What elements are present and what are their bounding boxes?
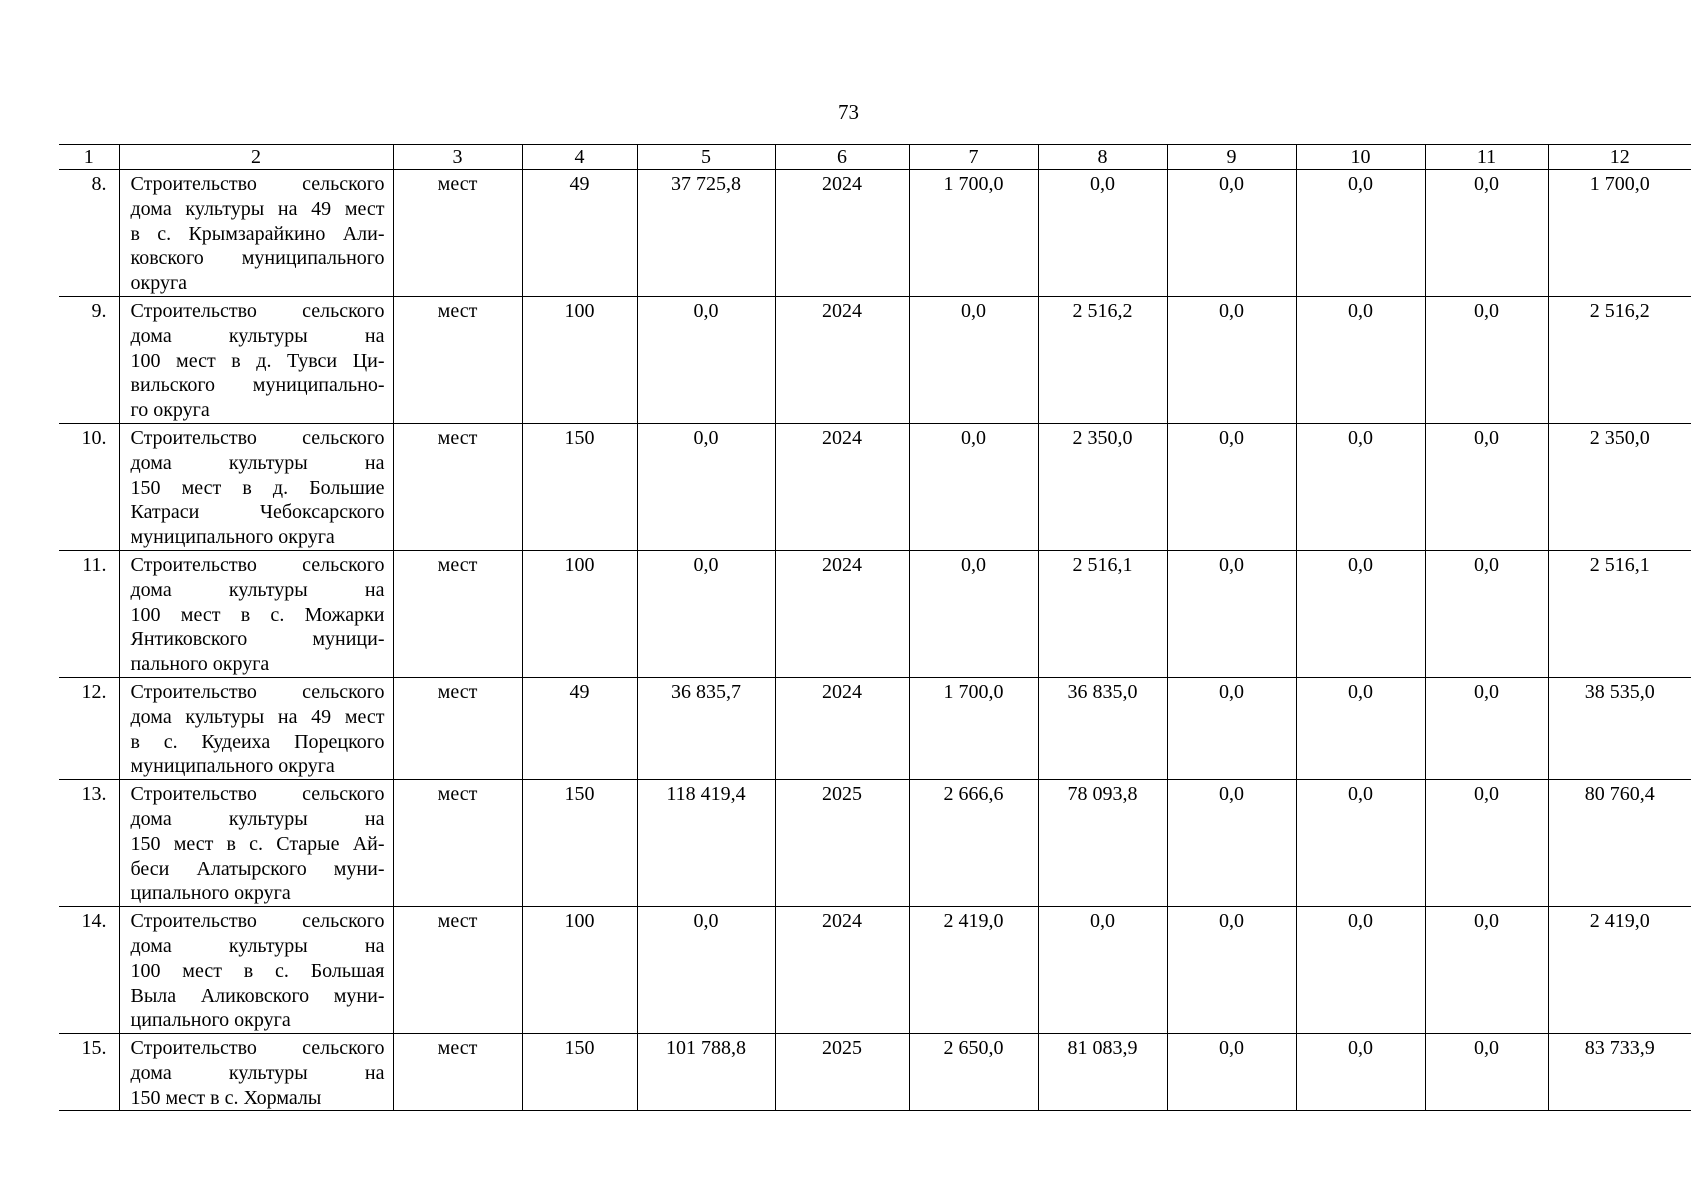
object-name-line: дома культуры на	[130, 324, 385, 347]
value-cell-11: 0,0	[1425, 907, 1548, 1034]
object-name-line: дома культуры на 49 мест	[130, 197, 385, 220]
object-name	[119, 170, 393, 297]
unit-cell: мест	[393, 907, 522, 1034]
value-cell-9: 0,0	[1167, 780, 1296, 907]
value-cell-8: 36 835,0	[1038, 677, 1167, 779]
table-row	[59, 677, 1691, 779]
value-cell-12: 2 516,2	[1548, 296, 1691, 423]
row-number: 10.	[59, 423, 119, 550]
object-name-line: го округа	[130, 399, 210, 422]
table-row	[59, 423, 1691, 550]
value-cell-8: 2 350,0	[1038, 423, 1167, 550]
value-cell-12: 2 350,0	[1548, 423, 1691, 550]
object-name-line: 100 мест в с. Большая	[130, 959, 385, 982]
value-cell-7: 1 700,0	[909, 170, 1038, 297]
object-name-line: ковского муниципального	[130, 247, 385, 270]
page-number: 73	[838, 100, 859, 124]
capacity-cell: 150	[522, 423, 637, 550]
value-cell-11: 0,0	[1425, 1034, 1548, 1111]
object-name-line: дома культуры на	[130, 451, 385, 474]
object-name-line: Выла Аликовского муни-	[130, 984, 385, 1007]
object-name-line: Строительство сельского	[130, 426, 385, 449]
column-header-4: 4	[522, 145, 637, 170]
object-name-line: 150 мест в д. Большие	[130, 476, 385, 499]
column-header-9: 9	[1167, 145, 1296, 170]
value-cell-11: 0,0	[1425, 677, 1548, 779]
table-row	[59, 780, 1691, 907]
object-name	[119, 296, 393, 423]
value-cell-9: 0,0	[1167, 423, 1296, 550]
unit-cell: мест	[393, 780, 522, 907]
table-row	[59, 170, 1691, 297]
row-number: 9.	[59, 296, 119, 423]
value-cell-9: 0,0	[1167, 296, 1296, 423]
object-name-line: Строительство сельского	[130, 553, 385, 576]
row-number: 8.	[59, 170, 119, 297]
unit-cell: мест	[393, 423, 522, 550]
value-cell-7: 2 650,0	[909, 1034, 1038, 1111]
value-cell-12: 83 733,9	[1548, 1034, 1691, 1111]
year-cell: 2024	[775, 296, 909, 423]
value-cell-10: 0,0	[1296, 296, 1425, 423]
value-cell-8: 2 516,1	[1038, 550, 1167, 677]
object-name-line: 150 мест в с. Старые Ай-	[130, 832, 385, 855]
object-name-line: Строительство сельского	[130, 173, 385, 195]
object-name	[119, 423, 393, 550]
value-cell-7: 2 666,6	[909, 780, 1038, 907]
value-cell-7: 2 419,0	[909, 907, 1038, 1034]
table-body	[59, 170, 1691, 1111]
year-cell: 2025	[775, 1034, 909, 1111]
object-name-line: Янтиковского муници-	[130, 628, 385, 651]
row-number: 15.	[59, 1034, 119, 1111]
year-cell: 2025	[775, 780, 909, 907]
estimated-cost-cell: 118 419,4	[637, 780, 775, 907]
value-cell-7: 0,0	[909, 550, 1038, 677]
value-cell-11: 0,0	[1425, 170, 1548, 297]
column-header-8: 8	[1038, 145, 1167, 170]
column-header-12: 12	[1548, 145, 1691, 170]
estimated-cost-cell: 0,0	[637, 550, 775, 677]
object-name-line: вильского муниципально-	[130, 374, 385, 397]
object-name	[119, 677, 393, 779]
object-name-line: округа	[130, 272, 188, 295]
estimated-cost-cell: 101 788,8	[637, 1034, 775, 1111]
unit-cell: мест	[393, 677, 522, 779]
capacity-cell: 100	[522, 550, 637, 677]
value-cell-9: 0,0	[1167, 1034, 1296, 1111]
value-cell-7: 1 700,0	[909, 677, 1038, 779]
row-number: 14.	[59, 907, 119, 1034]
value-cell-12: 38 535,0	[1548, 677, 1691, 779]
value-cell-10: 0,0	[1296, 677, 1425, 779]
value-cell-10: 0,0	[1296, 907, 1425, 1034]
object-name-line: Строительство сельского	[130, 910, 385, 933]
estimated-cost-cell: 36 835,7	[637, 677, 775, 779]
object-name	[119, 550, 393, 677]
row-number: 11.	[59, 550, 119, 677]
year-cell: 2024	[775, 677, 909, 779]
value-cell-9: 0,0	[1167, 677, 1296, 779]
year-cell: 2024	[775, 423, 909, 550]
value-cell-11: 0,0	[1425, 550, 1548, 677]
object-name-line: Строительство сельского	[130, 680, 385, 703]
value-cell-10: 0,0	[1296, 423, 1425, 550]
value-cell-11: 0,0	[1425, 423, 1548, 550]
value-cell-9: 0,0	[1167, 170, 1296, 297]
object-name	[119, 907, 393, 1034]
value-cell-7: 0,0	[909, 296, 1038, 423]
column-header-1: 1	[59, 145, 119, 170]
column-number-row	[59, 145, 1691, 170]
object-name-line: муниципального округа	[130, 755, 335, 778]
value-cell-10: 0,0	[1296, 170, 1425, 297]
value-cell-12: 2 419,0	[1548, 907, 1691, 1034]
object-name-line: дома культуры на 49 мест	[130, 705, 385, 728]
estimated-cost-cell: 0,0	[637, 296, 775, 423]
value-cell-9: 0,0	[1167, 907, 1296, 1034]
value-cell-8: 0,0	[1038, 170, 1167, 297]
object-name-line: в с. Кудеиха Порецкого	[130, 730, 385, 753]
value-cell-8: 78 093,8	[1038, 780, 1167, 907]
table-row	[59, 296, 1691, 423]
year-cell: 2024	[775, 550, 909, 677]
year-cell: 2024	[775, 907, 909, 1034]
capacity-cell: 150	[522, 1034, 637, 1111]
estimated-cost-cell: 0,0	[637, 423, 775, 550]
column-header-6: 6	[775, 145, 909, 170]
table-row	[59, 907, 1691, 1034]
column-header-11: 11	[1425, 145, 1548, 170]
value-cell-11: 0,0	[1425, 780, 1548, 907]
column-header-2: 2	[119, 145, 393, 170]
capacity-cell: 100	[522, 907, 637, 1034]
unit-cell: мест	[393, 550, 522, 677]
capacity-cell: 150	[522, 780, 637, 907]
object-name-line: дома культуры на	[130, 934, 385, 957]
row-number: 12.	[59, 677, 119, 779]
construction-table	[59, 144, 1691, 1111]
object-name-line: дома культуры на	[130, 1061, 385, 1084]
object-name-line: Катраси Чебоксарского	[130, 501, 385, 524]
value-cell-9: 0,0	[1167, 550, 1296, 677]
value-cell-12: 80 760,4	[1548, 780, 1691, 907]
object-name-line: пального округа	[130, 653, 270, 676]
value-cell-11: 0,0	[1425, 296, 1548, 423]
object-name-line: дома культуры на	[130, 807, 385, 830]
value-cell-7: 0,0	[909, 423, 1038, 550]
object-name-line: беси Алатырского муни-	[130, 857, 385, 880]
object-name-line: дома культуры на	[130, 578, 385, 601]
object-name-line: 150 мест в с. Хормалы	[130, 1086, 322, 1109]
capacity-cell: 100	[522, 296, 637, 423]
year-cell: 2024	[775, 170, 909, 297]
unit-cell: мест	[393, 170, 522, 297]
capacity-cell: 49	[522, 677, 637, 779]
object-name	[119, 780, 393, 907]
object-name-line: ципального округа	[130, 882, 291, 905]
column-header-3: 3	[393, 145, 522, 170]
value-cell-12: 2 516,1	[1548, 550, 1691, 677]
column-header-5: 5	[637, 145, 775, 170]
value-cell-8: 81 083,9	[1038, 1034, 1167, 1111]
unit-cell: мест	[393, 1034, 522, 1111]
object-name-line: ципального округа	[130, 1009, 291, 1032]
object-name-line: Строительство сельского	[130, 299, 385, 322]
unit-cell: мест	[393, 296, 522, 423]
value-cell-10: 0,0	[1296, 1034, 1425, 1111]
column-header-7: 7	[909, 145, 1038, 170]
object-name-line: в с. Крымзарайкино Али-	[130, 222, 385, 245]
object-name-line: 100 мест в д. Тувси Ци-	[130, 349, 385, 372]
object-name-line: 100 мест в с. Можарки	[130, 603, 385, 626]
estimated-cost-cell: 0,0	[637, 907, 775, 1034]
capacity-cell: 49	[522, 170, 637, 297]
value-cell-12: 1 700,0	[1548, 170, 1691, 297]
object-name-line: Строительство сельского	[130, 1037, 385, 1060]
table-row	[59, 1034, 1691, 1111]
object-name-line: Строительство сельского	[130, 783, 385, 806]
row-number: 13.	[59, 780, 119, 907]
column-header-10: 10	[1296, 145, 1425, 170]
value-cell-10: 0,0	[1296, 550, 1425, 677]
value-cell-10: 0,0	[1296, 780, 1425, 907]
estimated-cost-cell: 37 725,8	[637, 170, 775, 297]
object-name	[119, 1034, 393, 1111]
object-name-line: муниципального округа	[130, 526, 335, 549]
value-cell-8: 2 516,2	[1038, 296, 1167, 423]
value-cell-8: 0,0	[1038, 907, 1167, 1034]
table-row	[59, 550, 1691, 677]
